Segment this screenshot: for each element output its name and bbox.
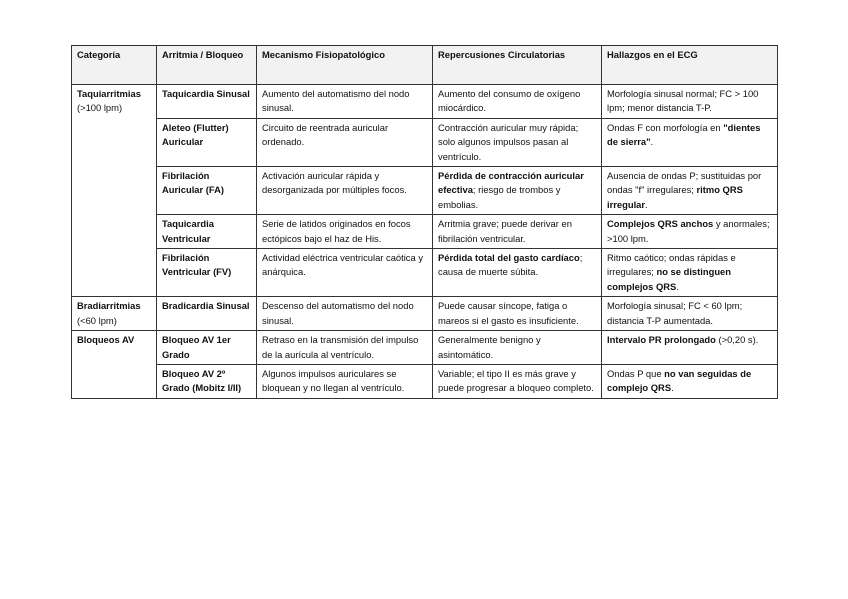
table-row bbox=[72, 85, 778, 119]
mechanism-cell: Activación auricular rápida y desorganizada por múltiples focos. bbox=[257, 167, 433, 215]
table-row bbox=[72, 118, 778, 166]
text-segment: Morfología sinusal; FC < 60 lpm; distancia T-P aumentada. bbox=[607, 300, 743, 326]
category-range: (>100 lpm) bbox=[77, 102, 123, 114]
header-category: Categoría bbox=[72, 46, 157, 85]
table-row bbox=[72, 331, 778, 365]
text-segment: . bbox=[671, 382, 674, 394]
circulatory-cell bbox=[433, 331, 602, 365]
arrhythmia-cell: Aleteo (Flutter) Auricular bbox=[157, 118, 257, 166]
text-segment: Variable; el tipo II es más grave y puede progresar a bloqueo completo. bbox=[438, 367, 594, 394]
ecg-cell bbox=[602, 215, 778, 249]
table-row bbox=[72, 364, 778, 398]
mechanism-cell: Descenso del automatismo del nodo sinusal. bbox=[257, 297, 433, 331]
table-row bbox=[72, 167, 778, 215]
table-row bbox=[72, 297, 778, 331]
bold-text: Pérdida de contracción auricular efectiva bbox=[438, 170, 584, 196]
text-segment: Arritmia grave; puede derivar en fibrilación ventricular. bbox=[438, 218, 572, 244]
ecg-cell bbox=[602, 297, 778, 331]
mechanism-cell: Aumento del automatismo del nodo sinusal. bbox=[257, 85, 433, 119]
bold-text: no se distinguen complejos QRS bbox=[607, 266, 731, 292]
circulatory-cell bbox=[433, 118, 602, 166]
bold-text: no van seguidas de complejo QRS bbox=[607, 367, 752, 394]
arrhythmia-cell: Bloqueo AV 2º Grado (Mobitz I/II) bbox=[157, 364, 257, 398]
text-segment: ; riesgo de trombos y embolias. bbox=[438, 184, 561, 210]
mechanism-cell: Retraso en la transmisión del impulso de la aurícula al ventrículo. bbox=[257, 331, 433, 365]
bold-text: ritmo QRS irregular bbox=[607, 184, 743, 210]
circulatory-cell bbox=[433, 364, 602, 398]
arrhythmia-table bbox=[71, 45, 778, 399]
bold-text: Complejos QRS anchos bbox=[607, 218, 714, 230]
text-segment: y anormales; >100 lpm. bbox=[607, 218, 770, 244]
arrhythmia-cell: Fibrilación Auricular (FA) bbox=[157, 167, 257, 215]
category-name: Bloqueos AV bbox=[77, 334, 135, 346]
text-segment: Generalmente benigno y asintomático. bbox=[438, 334, 541, 360]
header-ecg: Hallazgos en el ECG bbox=[602, 46, 778, 85]
arrhythmia-cell: Taquicardia Ventricular bbox=[157, 215, 257, 249]
circulatory-cell bbox=[433, 249, 602, 297]
table-row bbox=[72, 249, 778, 297]
category-range: (<60 lpm) bbox=[77, 314, 117, 326]
arrhythmia-cell: Bloqueo AV 1er Grado bbox=[157, 331, 257, 365]
table-row bbox=[72, 215, 778, 249]
table-header-row bbox=[72, 46, 778, 85]
text-segment: . bbox=[676, 280, 679, 292]
text-segment: Ondas P que bbox=[607, 367, 665, 379]
table-body bbox=[72, 85, 778, 399]
ecg-cell bbox=[602, 118, 778, 166]
text-segment: Ondas F con morfología en bbox=[607, 121, 724, 133]
circulatory-cell bbox=[433, 297, 602, 331]
arrhythmia-cell: Taquicardia Sinusal bbox=[157, 85, 257, 119]
ecg-cell bbox=[602, 249, 778, 297]
text-segment: ; causa de muerte súbita. bbox=[438, 252, 583, 278]
bold-text: Intervalo PR prolongado bbox=[607, 334, 716, 346]
category-name: Taquiarritmias bbox=[77, 88, 141, 99]
arrhythmia-cell: Fibrilación Ventricular (FV) bbox=[157, 249, 257, 297]
mechanism-cell: Serie de latidos originados en focos ectópicos bajo el haz de His. bbox=[257, 215, 433, 249]
circulatory-cell bbox=[433, 85, 602, 119]
header-mechanism: Mecanismo Fisiopatológico bbox=[257, 46, 433, 85]
category-cell bbox=[72, 331, 157, 399]
text-segment: . bbox=[650, 136, 654, 148]
text-segment: Puede causar síncope, fatiga o mareos si el gasto es insuficiente. bbox=[438, 300, 579, 326]
ecg-cell bbox=[602, 85, 778, 119]
bold-text: "dientes de sierra" bbox=[607, 121, 761, 148]
text-segment: Aumento del consumo de oxígeno miocárdico. bbox=[438, 88, 581, 114]
text-segment: (>0,20 s). bbox=[715, 334, 759, 346]
header-arrhythmia: Arritmia / Bloqueo bbox=[157, 46, 257, 85]
ecg-cell bbox=[602, 331, 778, 365]
category-cell bbox=[72, 297, 157, 331]
text-segment: Ausencia de ondas P; sustituidas por ondas "f" irregulares; bbox=[607, 170, 762, 196]
category-cell bbox=[72, 85, 157, 297]
ecg-cell bbox=[602, 167, 778, 215]
header-circulatory: Repercusiones Circulatorias bbox=[433, 46, 602, 85]
mechanism-cell: Actividad eléctrica ventricular caótica y anárquica. bbox=[257, 249, 433, 297]
arrhythmia-cell: Bradicardia Sinusal bbox=[157, 297, 257, 331]
bold-text: Pérdida total del gasto cardíaco bbox=[438, 252, 580, 264]
text-segment: . bbox=[645, 198, 648, 210]
circulatory-cell bbox=[433, 167, 602, 215]
text-segment: Contracción auricular muy rápida; solo algunos impulsos pasan al ventrículo. bbox=[438, 121, 579, 162]
mechanism-cell: Algunos impulsos auriculares se bloquean y no llegan al ventrículo. bbox=[257, 364, 433, 398]
category-name: Bradiarritmias bbox=[77, 300, 141, 312]
circulatory-cell bbox=[433, 215, 602, 249]
text-segment: Morfología sinusal normal; FC > 100 lpm; menor distancia T-P. bbox=[607, 88, 759, 114]
ecg-cell bbox=[602, 364, 778, 398]
mechanism-cell: Circuito de reentrada auricular ordenado. bbox=[257, 118, 433, 166]
text-segment: Ritmo caótico; ondas rápidas e irregulares; bbox=[607, 252, 736, 278]
